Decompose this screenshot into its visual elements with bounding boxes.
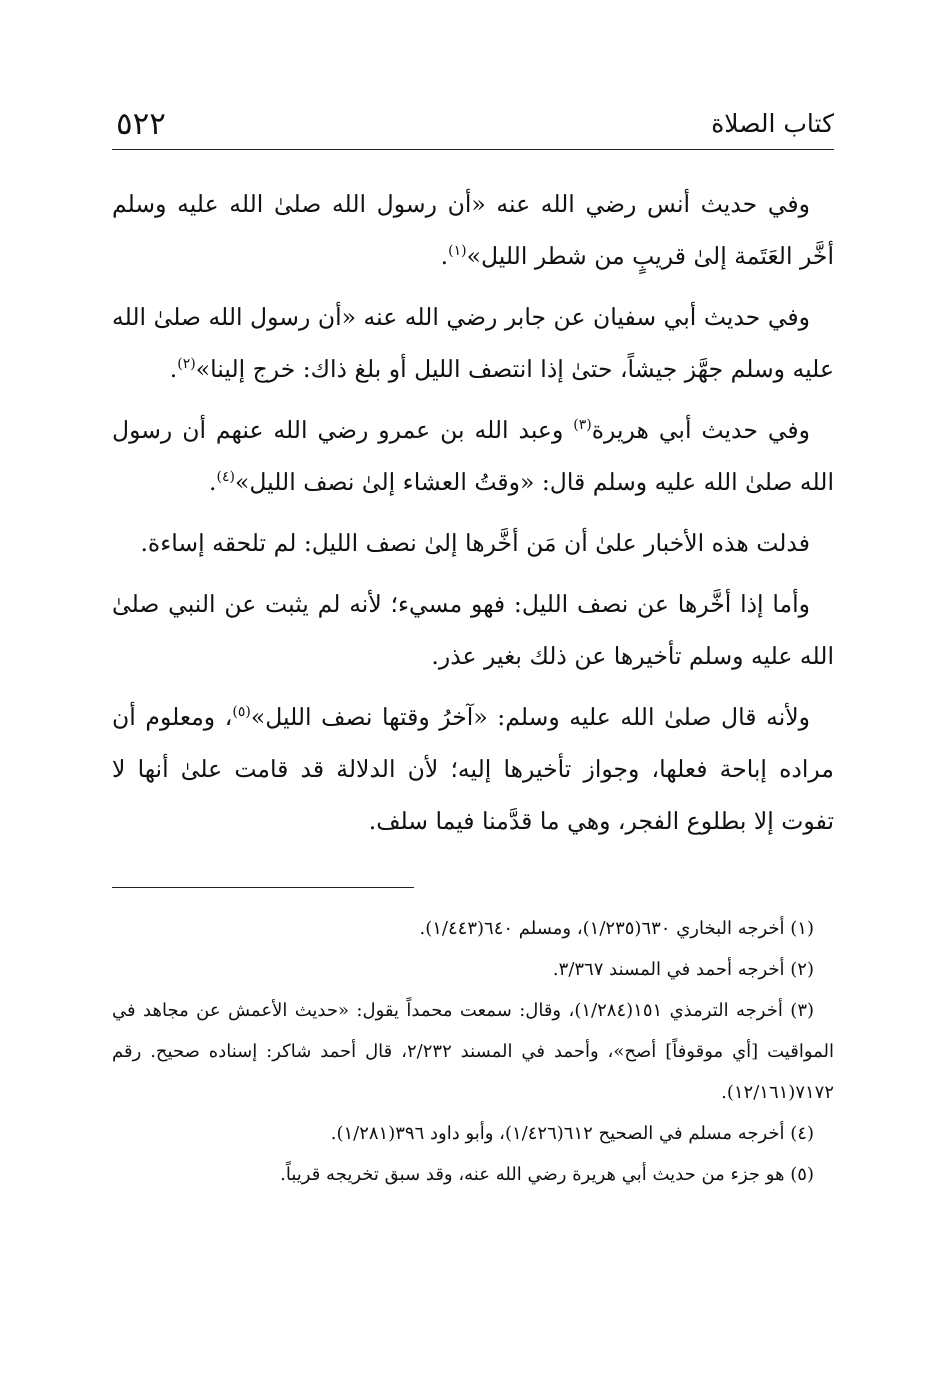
footnote-reference: (٤) xyxy=(216,469,235,486)
paragraph-text: . xyxy=(169,355,178,383)
paragraph-text: وعبد الله بن عمرو رضي الله عنهم أن رسول الله صلىٰ الله عليه وسلم قال: «وقتُ العشاء إلىٰ نصف الليل» xyxy=(112,416,834,496)
footnote: (٣) أخرجه الترمذي ١٥١(١/٢٨٤)، وقال: سمعت محمداً يقول: «حديث الأعمش عن مجاهد في المواقيت [أي موقوفاً] أصح»، وأحمد في المسند ٢/٢٣٢، قال أحمد شاكر: إسناده صحيح. رقم ٧١٧٢(١٢/١٦١). xyxy=(112,1000,835,1103)
paragraph xyxy=(112,404,834,508)
footnote-reference: (٣) xyxy=(573,417,592,434)
footnotes xyxy=(112,908,834,1195)
book-page xyxy=(112,95,834,1275)
paragraph-text: وفي حديث أبي سفيان عن جابر رضي الله عنه «أن رسول الله صلىٰ الله عليه وسلم جهَّز جيشاً، حتىٰ إذا انتصف الليل أو بلغ ذاك: خرج إلينا» xyxy=(112,303,834,383)
paragraph-text: ولأنه قال صلىٰ الله عليه وسلم: «آخرُ وقتها نصف الليل» xyxy=(250,703,810,731)
paragraph xyxy=(112,691,834,847)
main-text xyxy=(112,178,834,847)
footnote: (١) أخرجه البخاري ٦٣٠(١/٢٣٥)، ومسلم ٦٤٠(١/٤٤٣). xyxy=(419,918,814,939)
footnote-reference: (٢) xyxy=(177,356,196,373)
footnote-reference: (١) xyxy=(448,243,467,260)
running-title: كتاب الصلاة xyxy=(711,109,834,138)
footnote-divider xyxy=(112,887,414,888)
paragraph xyxy=(112,178,834,282)
footnote: (٤) أخرجه مسلم في الصحيح ٦١٢(١/٤٢٦)، وأبو داود ٣٩٦(١/٢٨١). xyxy=(330,1123,814,1144)
footnote: (٥) هو جزء من حديث أبي هريرة رضي الله عنه، وقد سبق تخريجه قريباً. xyxy=(280,1164,814,1185)
page-number: ٥٢٢ xyxy=(116,106,166,142)
paragraph-text: وأما إذا أخَّرها عن نصف الليل: فهو مسيء؛ لأنه لم يثبت عن النبي صلىٰ الله عليه وسلم تأخيرها عن ذلك بغير عذر. xyxy=(112,590,834,670)
paragraph-text: وفي حديث أنس رضي الله عنه «أن رسول الله صلىٰ الله عليه وسلم أخَّر العَتَمة إلىٰ قريبٍ من شطر الليل» xyxy=(112,190,834,270)
paragraph-text: . xyxy=(209,468,217,496)
page-header xyxy=(112,95,834,150)
paragraph xyxy=(112,578,834,682)
paragraph-text: ، ومعلوم أن مراده إباحة فعلها، وجواز تأخيرها إليه؛ لأن الدلالة قد قامت علىٰ أنها لا تفوت إلا بطلوع الفجر، وهي ما قدَّمنا فيما سلف. xyxy=(112,703,834,835)
paragraph xyxy=(112,291,834,395)
footnote-reference: (٥) xyxy=(232,704,251,721)
paragraph-text: وفي حديث أبي هريرة xyxy=(591,416,810,444)
paragraph-text: فدلت هذه الأخبار علىٰ أن مَن أخَّرها إلىٰ نصف الليل: لم تلحقه إساءة. xyxy=(140,529,810,557)
paragraph-text: . xyxy=(440,242,449,270)
footnote: (٢) أخرجه أحمد في المسند ٣/٣٦٧. xyxy=(552,959,814,980)
paragraph xyxy=(112,517,834,569)
